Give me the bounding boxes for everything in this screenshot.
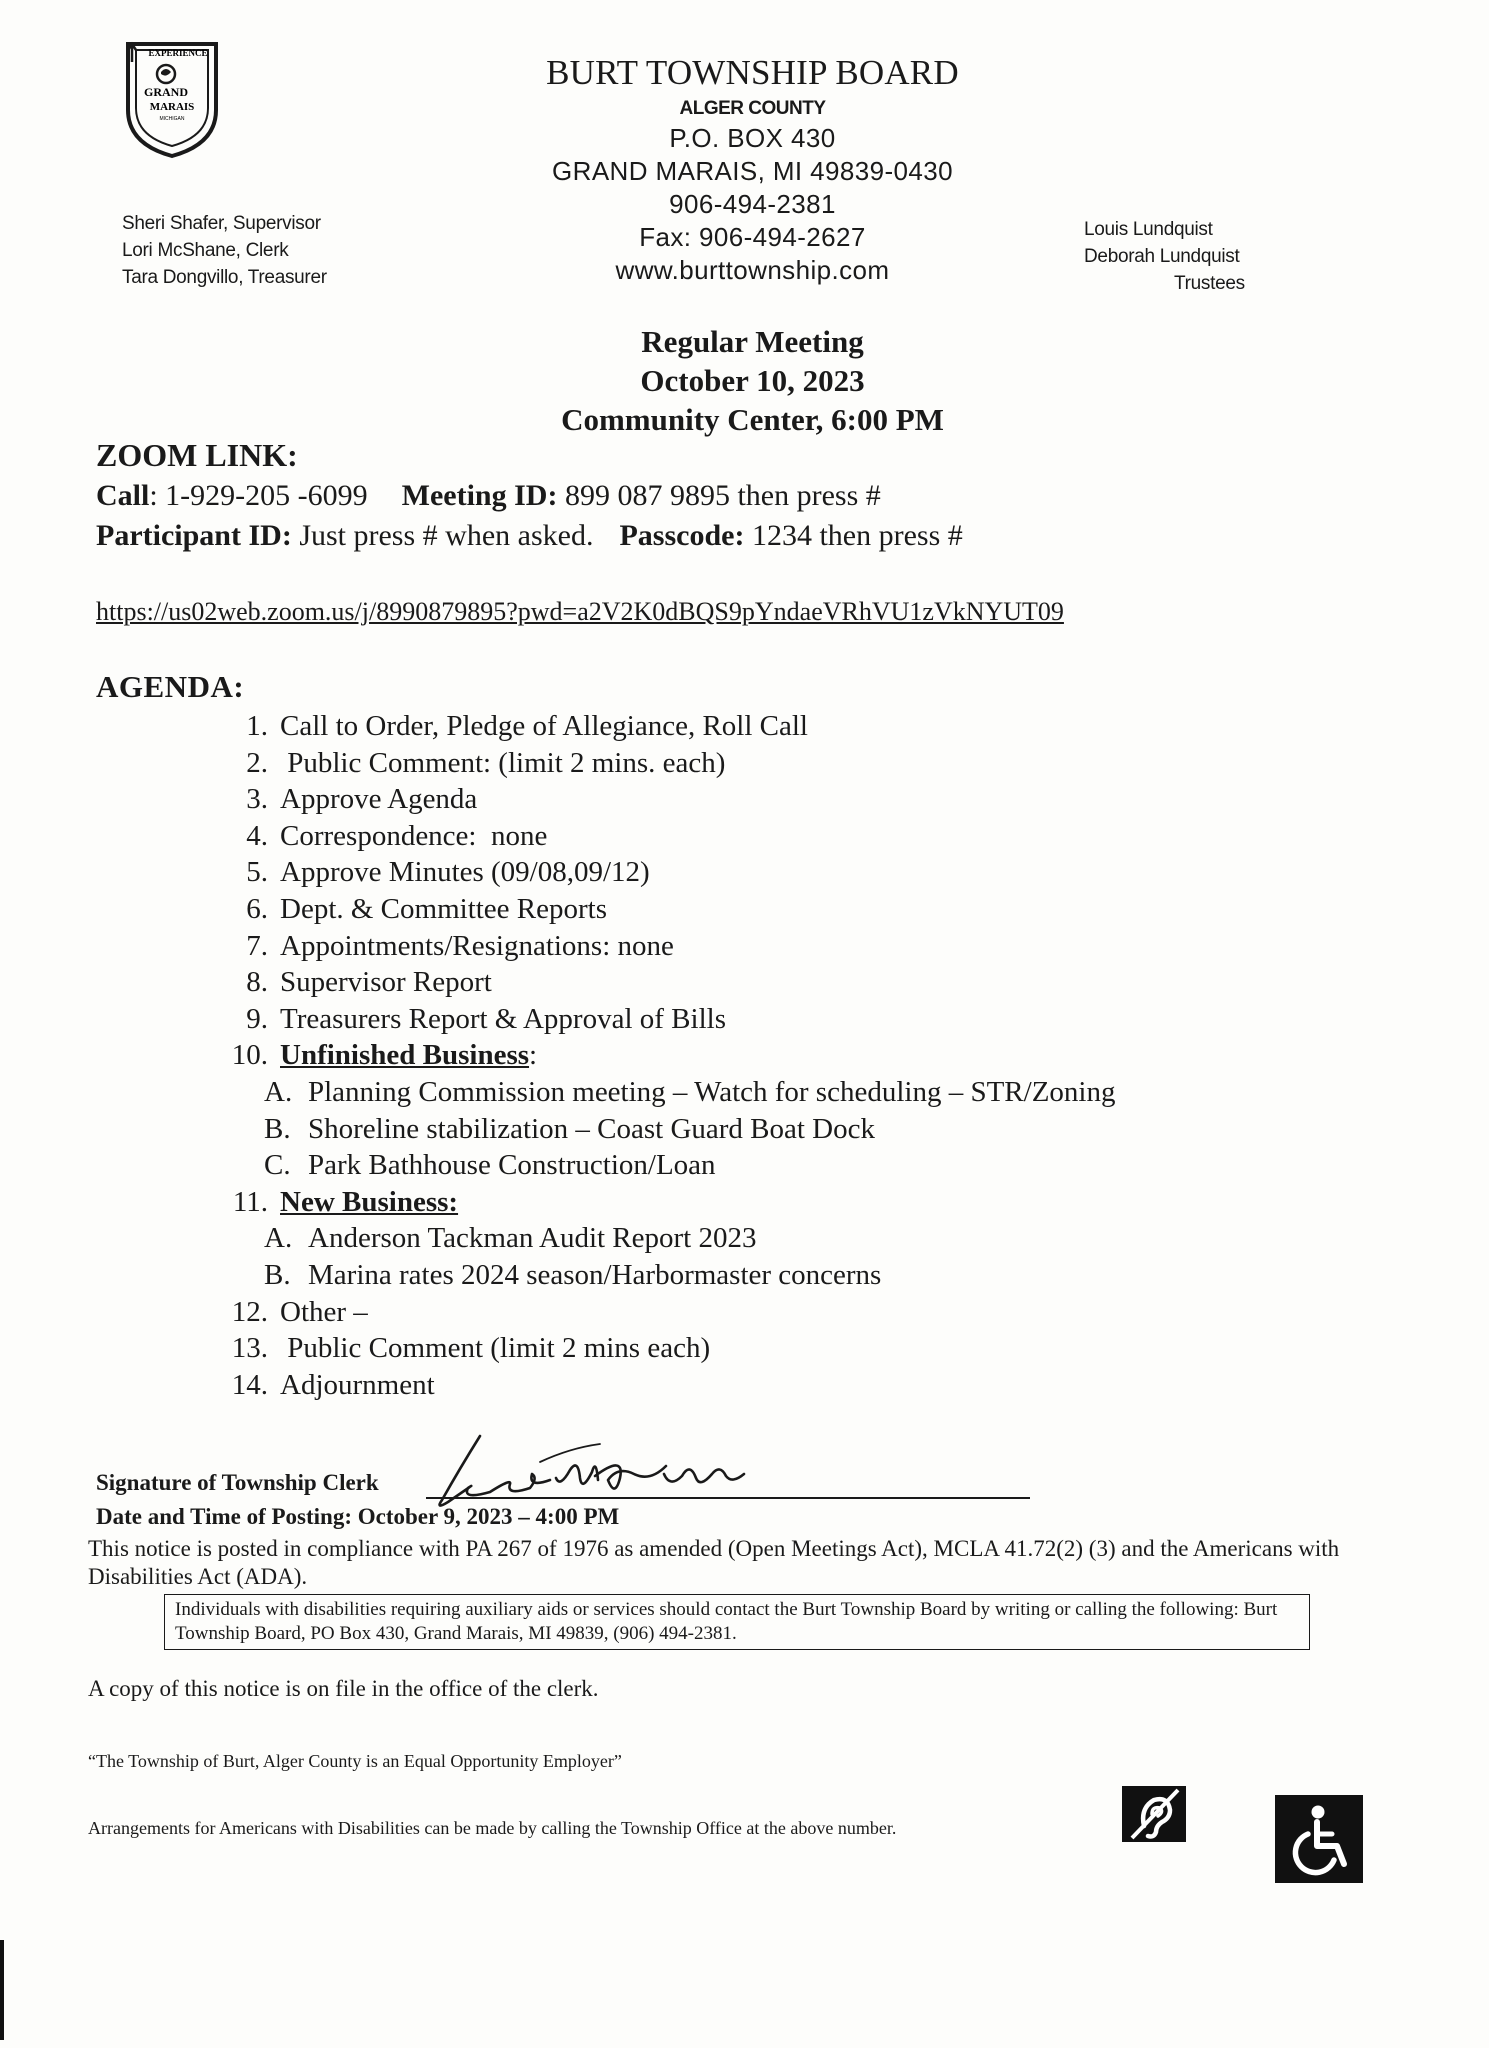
- unfinished-business-label: Unfinished Business: [280, 1039, 530, 1072]
- logo-text-bottom: MICHIGAN: [159, 116, 185, 122]
- call-value: : 1-929-205 -6099: [149, 479, 368, 512]
- fax-number: Fax: 906-494-2627: [639, 222, 866, 252]
- city-address: GRAND MARAIS, MI 49839-0430: [552, 156, 953, 186]
- agenda-item: [222, 891, 1115, 928]
- officer-treasurer: Tara Dongvillo, Treasurer: [122, 267, 327, 288]
- agenda-item-number: 4.: [246, 819, 268, 852]
- agenda-subitem: [222, 1111, 1115, 1148]
- agenda-item-number: 5.: [246, 856, 268, 889]
- meeting-location: Community Center, 6:00 PM: [561, 402, 944, 437]
- logo-text-mid: GRAND: [144, 85, 188, 99]
- agenda-item: [222, 1367, 1115, 1404]
- meeting-type: Regular Meeting: [641, 324, 864, 359]
- copy-notice: A copy of this notice is on file in the office of the clerk.: [88, 1676, 599, 1701]
- participant-line: [96, 519, 963, 553]
- trustee-2: Deborah Lundquist: [1084, 246, 1240, 267]
- agenda-item: [222, 1294, 1115, 1331]
- equal-opportunity-statement: “The Township of Burt, Alger County is an Equal Opportunity Employer”: [88, 1751, 622, 1771]
- meeting-info: [450, 322, 1055, 439]
- township-logo: [122, 40, 222, 160]
- meeting-id-value: 899 087 9895 then press #: [557, 479, 881, 512]
- agenda-item-number: 2.: [246, 746, 268, 779]
- agenda-item-text: Approve Agenda: [280, 783, 478, 816]
- posting-date: Date and Time of Posting: October 9, 2023 – 4:00 PM: [96, 1504, 620, 1529]
- trustee-1: Louis Lundquist: [1084, 219, 1213, 240]
- agenda-item-number: 6.: [246, 892, 268, 925]
- meeting-id-label: Meeting ID:: [401, 479, 558, 512]
- wheelchair-accessible-icon: [1274, 1794, 1364, 1884]
- hearing-assistance-icon: [1122, 1786, 1186, 1842]
- agenda-subitem-letter: B.: [264, 1258, 291, 1291]
- agenda-subitem-text: Anderson Tackman Audit Report 2023: [308, 1222, 757, 1255]
- participant-label: Participant ID:: [96, 519, 292, 552]
- participant-value: Just press # when asked.: [291, 519, 594, 552]
- officers-list: [122, 210, 327, 291]
- agenda-item-number: 8.: [246, 966, 268, 999]
- agenda-item-text: Call to Order, Pledge of Allegiance, Roll Call: [280, 710, 808, 742]
- agenda-subitem-letter: A.: [264, 1075, 293, 1108]
- signature-label: Signature of Township Clerk: [96, 1470, 379, 1495]
- agenda-item-text: Appointments/Resignations: none: [280, 929, 674, 962]
- agenda-subitem: [222, 1257, 1115, 1294]
- agenda-item: [222, 928, 1115, 965]
- agenda-item-number: 13.: [231, 1332, 268, 1365]
- agenda-item-text: Treasurers Report & Approval of Bills: [280, 1002, 726, 1035]
- trustees-list: [1084, 216, 1245, 297]
- agenda-subitem-text: Shoreline stabilization – Coast Guard Boat Dock: [308, 1112, 876, 1145]
- agenda-item-number: 7.: [246, 929, 268, 962]
- agenda-item-text: Adjournment: [280, 1368, 435, 1401]
- website: www.burttownship.com: [615, 255, 890, 285]
- agenda-item: [222, 854, 1115, 891]
- agenda-item-number: 14.: [231, 1368, 268, 1401]
- agenda-item-number: 12.: [231, 1295, 268, 1328]
- agenda-subitem: [222, 1220, 1115, 1257]
- agenda-item-number: 1.: [246, 710, 268, 742]
- agenda-item-text: Public Comment: (limit 2 mins. each): [280, 746, 726, 779]
- agenda-subitem-text: Marina rates 2024 season/Harbormaster concerns: [308, 1258, 882, 1291]
- trustees-label: Trustees: [1174, 273, 1245, 294]
- agenda-item: [222, 781, 1115, 818]
- agenda-item: [222, 1001, 1115, 1038]
- passcode-value: 1234 then press #: [744, 519, 963, 552]
- agenda-item: [222, 964, 1115, 1001]
- logo-text-top: EXPERIENCE: [148, 48, 208, 58]
- agenda-heading: AGENDA:: [96, 669, 245, 704]
- clerk-signature: [420, 1418, 800, 1518]
- agenda-list: [222, 708, 1115, 1403]
- agenda-item-text: Dept. & Committee Reports: [280, 892, 608, 925]
- agenda-item-text: Other –: [280, 1295, 368, 1328]
- zoom-heading: ZOOM LINK:: [96, 437, 298, 473]
- agenda-item-number: 9.: [246, 1002, 268, 1035]
- officer-clerk: Lori McShane, Clerk: [122, 240, 289, 261]
- zoom-link[interactable]: https://us02web.zoom.us/j/8990879895?pwd=a2V2K0dBQS9pYndaeVRhVU1zVkNYUT09: [96, 597, 1064, 626]
- agenda-subitem-letter: B.: [264, 1112, 291, 1145]
- board-title: BURT TOWNSHIP BOARD: [546, 53, 959, 92]
- agenda-item-unfinished-business: [222, 1037, 1115, 1074]
- agenda-subitem-text: Planning Commission meeting – Watch for scheduling – STR/Zoning: [308, 1075, 1116, 1108]
- new-business-label: New Business:: [280, 1185, 459, 1218]
- agenda-item-text: Supervisor Report: [280, 966, 492, 999]
- ada-notice-box: Individuals with disabilities requiring auxiliary aids or services should contact the Burt Township Board by writing or calling the following: Burt Township Board, PO Box 430, Grand Marais, MI 49839, (906) 494-2381.: [164, 1594, 1310, 1650]
- meeting-date: October 10, 2023: [640, 363, 865, 398]
- agenda-item-text: Public Comment (limit 2 mins each): [280, 1332, 711, 1365]
- passcode-label: Passcode:: [619, 519, 745, 552]
- officer-supervisor: Sheri Shafer, Supervisor: [122, 213, 321, 234]
- agenda-item-number: 3.: [246, 783, 268, 816]
- agenda-item: [222, 818, 1115, 855]
- ada-arrangements-notice: Arrangements for Americans with Disabilities can be made by calling the Township Office at the above number.: [88, 1818, 897, 1838]
- phone-number: 906-494-2381: [669, 189, 836, 219]
- agenda-item-new-business: [222, 1184, 1115, 1221]
- agenda-item-number: 11.: [232, 1185, 268, 1218]
- agenda-item: [222, 1330, 1115, 1367]
- call-line: [96, 479, 881, 513]
- agenda-item-text: Correspondence: none: [280, 819, 548, 852]
- county-name: ALGER COUNTY: [679, 98, 826, 119]
- call-label: Call: [96, 479, 150, 512]
- agenda-subitem: [222, 1147, 1115, 1184]
- letterhead: [450, 52, 1055, 287]
- logo-text-mid2: MARAIS: [149, 101, 195, 113]
- unfinished-business-suffix: :: [529, 1039, 538, 1072]
- agenda-item-number: 10.: [231, 1039, 268, 1072]
- agenda-item: [222, 745, 1115, 782]
- agenda-subitem-text: Park Bathhouse Construction/Loan: [308, 1149, 716, 1182]
- scan-edge-mark: [0, 1940, 4, 2040]
- agenda-subitem: [222, 1074, 1115, 1111]
- agenda-subitem-letter: A.: [264, 1222, 293, 1255]
- agenda-item: [222, 708, 1115, 745]
- po-box: P.O. BOX 430: [669, 123, 836, 153]
- agenda-subitem-letter: C.: [264, 1149, 291, 1182]
- compliance-notice: This notice is posted in compliance with PA 267 of 1976 as amended (Open Meetings Act), MCLA 41.72(2) (3) and the Americans with Disabilities Act (ADA).: [88, 1536, 1340, 1589]
- agenda-item-text: Approve Minutes (09/08,09/12): [280, 856, 650, 889]
